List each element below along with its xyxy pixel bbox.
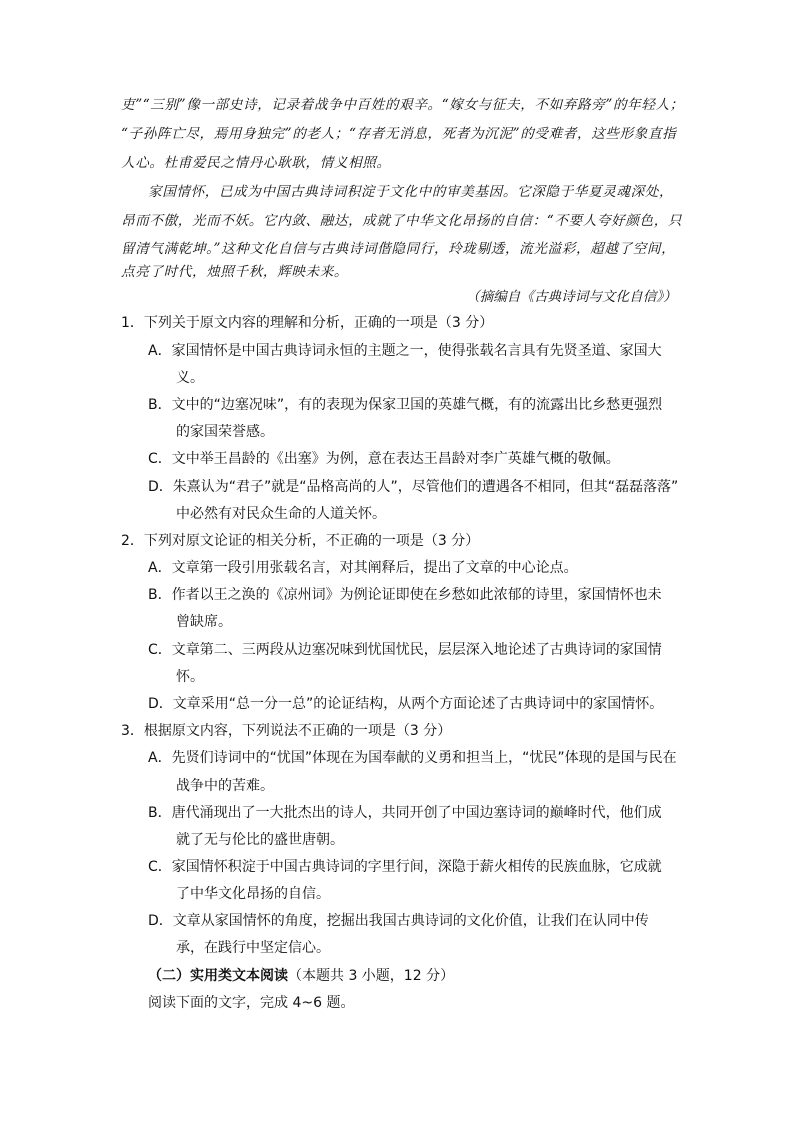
- option-d: D．朱熹认为“君子”就是“品格高尚的人”，尽管他们的遭遇各不相同，但其“磊磊落落”: [148, 479, 679, 495]
- section-heading-title: （二）实用类文本阅读: [148, 968, 288, 984]
- option-a: A．家国情怀是中国古典诗词永恒的主题之一，使得张载名言具有先贤圣道、家国大: [148, 343, 662, 359]
- passage-line: 吏”“三别”像一部史诗，记录着战争中百姓的艰辛。“嫁女与征夫，不如弃路旁”的年轻人；: [121, 97, 684, 113]
- option-a-cont: 义。: [176, 370, 204, 386]
- passage-line: 人心。杜甫爱民之情丹心耿耿，情义相照。: [121, 155, 391, 171]
- option-b: B．唐代涌现出了一大批杰出的诗人，共同开创了中国边塞诗词的巅峰时代，他们成: [148, 805, 662, 821]
- option-d: D．文章从家国情怀的角度，挖掘出我国古典诗词的文化价值，让我们在认同中传: [148, 913, 649, 929]
- option-c-cont: 怀。: [176, 669, 204, 685]
- option-d: D．文章采用“总一分一总”的论证结构，从两个方面论述了古典诗词中的家国情怀。: [148, 696, 664, 712]
- option-c: C．家国情怀积淀于中国古典诗词的字里行间，深隐于薪火相传的民族血脉，它成就: [148, 859, 662, 875]
- option-d-cont: 中必然有对民众生命的人道关怀。: [176, 506, 386, 522]
- section-instruction: 阅读下面的文字，完成 4~6 题。: [148, 995, 355, 1011]
- question-stem: 1．下列关于原文内容的理解和分析，正确的一项是（3 分）: [121, 315, 494, 331]
- option-b-cont: 就了无与伦比的盛世唐朝。: [176, 832, 344, 848]
- option-c-cont: 了中华文化昂扬的自信。: [176, 886, 330, 902]
- passage-line: 点亮了时代，烛照千秋，辉映未来。: [121, 264, 349, 280]
- option-d-cont: 承，在践行中坚定信心。: [176, 940, 330, 956]
- passage-source: （摘编自《古典诗词与文化自信》）: [466, 289, 677, 305]
- passage-line: 昂而不傲，光而不妖。它内敛、融达，成就了中华文化昂扬的自信：“不要人夸好颜色，只: [121, 213, 683, 229]
- option-b: B．作者以王之涣的《凉州词》为例论证即使在乡愁如此浓郁的诗里，家国情怀也未: [148, 587, 662, 603]
- option-c: C．文章第二、三两段从边塞况味到忧国忧民，层层深入地论述了古典诗词的家国情: [148, 642, 662, 658]
- passage-line: “子孙阵亡尽，焉用身独完”的老人；“存者无消息，死者为沉泥”的受难者，这些形象直指: [121, 126, 677, 142]
- section-heading-note: （本题共 3 小题，12 分）: [288, 968, 455, 984]
- option-a-cont: 战争中的苦难。: [176, 778, 274, 794]
- option-b: B．文中的“边塞况味”，有的表现为保家卫国的英雄气概，有的流露出比乡愁更强烈: [148, 397, 663, 413]
- option-b-cont: 的家国荣誉感。: [176, 424, 274, 440]
- option-b-cont: 曾缺席。: [176, 614, 232, 630]
- question-stem: 2．下列对原文论证的相关分析，不正确的一项是（3 分）: [121, 533, 480, 549]
- passage-line: 家国情怀，已成为中国古典诗词积淀于文化中的审美基因。它深隐于华夏灵魂深处，: [148, 184, 674, 200]
- option-a: A．先贤们诗词中的“忧国”体现在为国奉献的义勇和担当上，“忧民”体现的是国与民在: [148, 750, 677, 766]
- passage-line: 留清气满乾坤。”这种文化自信与古典诗词偕隐同行，玲珑剔透，流光溢彩，超越了空间，: [121, 241, 676, 257]
- section-heading: [148, 966, 454, 986]
- option-a: A．文章第一段引用张载名言，对其阐释后，提出了文章的中心论点。: [148, 560, 578, 576]
- question-stem: 3．根据原文内容，下列说法不正确的一项是（3 分）: [121, 723, 452, 739]
- option-c: C．文中举王昌龄的《出塞》为例，意在表达王昌龄对李广英雄气概的敬佩。: [148, 451, 620, 467]
